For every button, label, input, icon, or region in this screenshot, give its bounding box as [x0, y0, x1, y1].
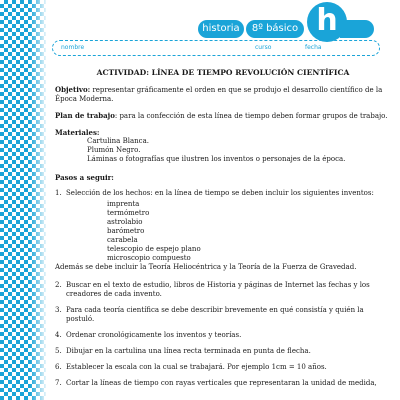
step-number: 6.: [55, 363, 62, 371]
step-text: Establecer la escala con la cual se trabajará. Por ejemplo 1cm = 10 años.: [66, 363, 327, 371]
decorative-pattern-fade: [30, 0, 48, 400]
step-number: 1.: [55, 189, 62, 197]
invention-item: termómetro: [107, 209, 150, 217]
invention-item: telescopio de espejo plano: [107, 245, 201, 253]
step-text: Ordenar cronológicamente los inventos y teorías.: [66, 331, 242, 339]
worksheet-content: [55, 68, 391, 395]
grade-badge: 8º básico: [246, 20, 304, 38]
step-item: [55, 379, 391, 388]
invention-item: microscopio compuesto: [107, 254, 191, 262]
step-item: [55, 331, 391, 340]
step-text: Selección de los hechos: en la línea de tiempo se deben incluir los siguientes inventos:: [66, 189, 374, 197]
invention-item: carabela: [107, 236, 138, 244]
step-item: [55, 363, 391, 372]
step-item: [55, 306, 391, 324]
step-item: [55, 281, 391, 299]
step-text: Para cada teoría científica se debe describir brevemente en qué consistía y quién la postuló.: [66, 306, 364, 323]
materials-item: Cartulina Blanca.: [87, 137, 149, 145]
plan-label: Plan de trabajo: [55, 111, 115, 120]
name-field-label: nombre: [61, 44, 85, 51]
materials-item: Láminas o fotografías que ilustren los inventos o personajes de la época.: [87, 155, 346, 163]
plan-text: : para la confección de esta línea de tiempo deben formar grupos de trabajo.: [114, 112, 388, 120]
step-number: 3.: [55, 306, 62, 314]
steps-label: Pasos a seguir:: [55, 173, 114, 182]
objective-paragraph: [55, 85, 391, 104]
objective-text: representar gráficamente el orden en que se produjo el desarrollo científico de la Época Moderna.: [55, 86, 383, 103]
invention-item: astrolabio: [107, 218, 143, 226]
activity-title: ACTIVIDAD: LÍNEA DE TIEMPO REVOLUCIÓN CIENTÍFICA: [96, 68, 350, 77]
theories-note: Además se debe incluir la Teoría Heliocéntrica y la Teoría de la Fuerza de Gravedad.: [55, 263, 357, 271]
step-number: 5.: [55, 347, 62, 355]
objective-label: Objetivo:: [55, 85, 91, 94]
step-text: Cortar la líneas de tiempo con rayas verticales que representaran la unidad de medida,: [66, 379, 377, 387]
date-field-label: fecha: [305, 44, 322, 51]
step-number: 2.: [55, 281, 62, 289]
subject-badge: historia: [198, 20, 244, 38]
step-item: [55, 347, 391, 356]
student-info-box: [52, 40, 380, 56]
step-text: Dibujar en la cartulina una línea recta terminada en punta de flecha.: [66, 347, 311, 355]
logo: h: [307, 2, 347, 42]
materials-label: Materiales:: [55, 128, 100, 137]
step-number: 7.: [55, 379, 62, 387]
invention-item: barómetro: [107, 227, 145, 235]
course-field-label: curso: [255, 44, 272, 51]
step-number: 4.: [55, 331, 62, 339]
plan-paragraph: [55, 111, 391, 121]
step-text: Buscar en el texto de estudio, libros de Historia y páginas de Internet las fechas y los creadores de cada invento.: [66, 281, 370, 298]
invention-item: imprenta: [107, 200, 140, 208]
materials-item: Plumón Negro.: [87, 146, 141, 154]
step-item: [55, 189, 391, 198]
